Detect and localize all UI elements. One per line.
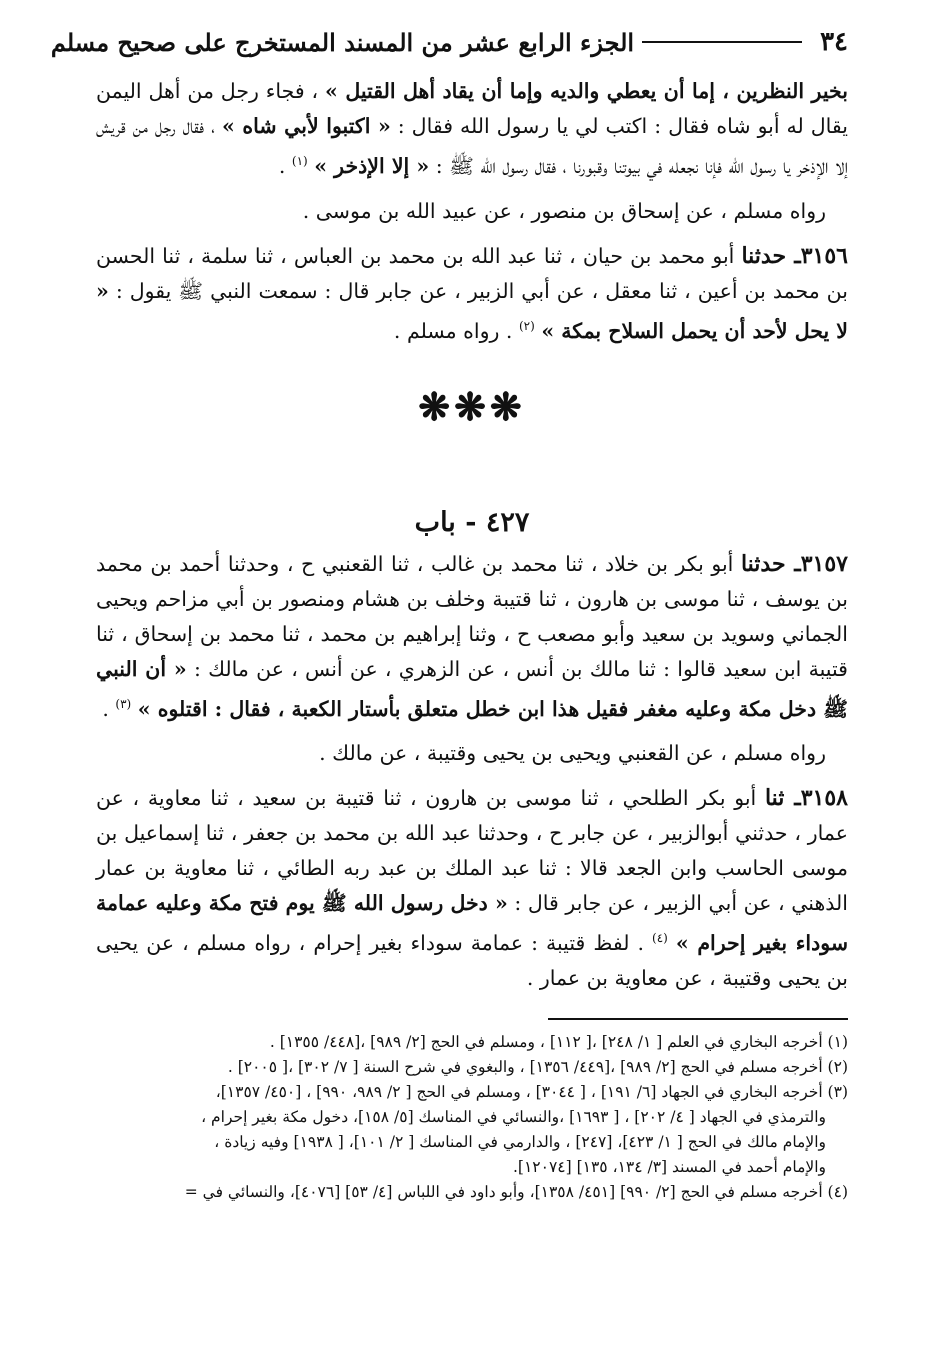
footnote-4: (٤) أخرجه مسلم في الحج [٢/ ٩٩٠] [٤٥١/ ١٣٥٨]، وأبو داود في اللباس [٤/ ٥٣] [٤٠٧٦]، والنسائي في = (184, 1183, 848, 1202)
running-header (50, 20, 848, 64)
quote-text: « إلا الإذخر » (314, 153, 430, 178)
narration-text: ، فجاء رجل من أهل اليمن يقال له أبو شاه فقال : اكتب لي يا رسول الله فقال : (96, 79, 848, 138)
riwayah-text: رواه مسلم ، عن إسحاق بن منصور ، عن عبيد الله بن موسى . (302, 198, 826, 223)
paragraph-continuation (96, 74, 848, 184)
book-page (50, 20, 848, 1205)
page-number: ٣٤ (820, 27, 848, 57)
riwayah-note (96, 194, 848, 229)
matn-text: « دخل رسول الله ﷺ يوم فتح مكة وعليه عمامة سوداء بغير إحرام » (96, 891, 848, 956)
footnote-3-cont: والإمام أحمد في المسند [٣/ ١٣٤، ١٣٥] [١٢٠٧٤]. (513, 1158, 826, 1177)
riwayah-text: . رواه مسلم . (393, 318, 513, 343)
hadith-number: ٣١٥٦ـ حدثنا (741, 242, 848, 269)
riwayah-note (96, 736, 848, 771)
hadith-number: ٣١٥٨ـ ثنا (764, 785, 848, 812)
footnote-1: (١) أخرجه البخاري في العلم [ ١/ ٢٤٨] ،[ ١١٢] ، ومسلم في الحج [٢/ ٩٨٩] ،[٤٤٨/ ١٣٥٥] . (269, 1033, 848, 1052)
narration-text: ، فقال رجل من قريش إلا الإذخر يا رسول الله فإنا نجعله في بيوتنا وقبورنا ، فقال رسول الله ﷺ : (96, 114, 848, 178)
footnote-3: (٣) أخرجه البخاري في الجهاد [٦/ ١٩١] ، [ ٣٠٤٤] ، ومسلم في الحج [ ٢/ ٩٨٩، ٩٩٠] ، [٤٥٠/ ١٣٥٧]، (215, 1083, 848, 1102)
header-title: الجزء الرابع عشر من المسند المستخرج على صحيح مسلم (50, 27, 635, 57)
chapter-heading: ٤٢٧ - باب (414, 506, 530, 538)
hadith-number: ٣١٥٧ـ حدثنا (740, 550, 848, 577)
footnote-ref: (٤) (652, 931, 668, 946)
isnad-text: أبو محمد بن حيان ، ثنا عبد الله بن محمد بن العباس ، ثنا سلمة ، ثنا الحسن بن محمد بن أعين ، ثنا معقل ، عن أبي الزبير ، عن جابر قال : سمعت النبي ﷺ يقول : (96, 243, 848, 303)
footnotes (96, 1030, 848, 1205)
section-separator: ❋❋❋ (418, 383, 526, 429)
matn-text: « لا يحل لأحد أن يحمل السلاح بمكة » (96, 278, 848, 343)
hadith-3158 (96, 781, 848, 996)
riwayah-text: رواه مسلم ، عن القعنبي ويحيى بن يحيى وقتيبة ، عن مالك . (319, 741, 826, 766)
footnote-3-cont: والترمذي في الجهاد [ ٤/ ٢٠٢] ، [ ١٦٩٣] ،والنسائي في المناسك [٥/ ١٥٨]، دخول مكة بغير إحرام ، (201, 1108, 826, 1127)
header-rule (642, 41, 802, 43)
footnote-ref: (٣) (115, 696, 132, 711)
riwayah-text: . لفظ قتيبة : عمامة سوداء بغير إحرام ، رواه مسلم ، عن يحيى بن يحيى وقتيبة ، عن معاوية بن عمار . (96, 931, 848, 991)
footnote-3-cont: والإمام مالك في الحج [ ١/ ٤٢٣]، [٢٤٧] ، والدارمي في المناسك [ ٢/ ١٠١]، [ ١٩٣٨] وفيه زيادة ، (214, 1133, 826, 1152)
footnote-ref: (١) (291, 154, 308, 168)
footnote-2: (٢) أخرجه مسلم في الحج [٢/ ٩٨٩] ،[٤٤٩/ ١٣٥٦] ، والبغوي في شرح السنة [ ٧/ ٣٠٢] ،[ ٢٠٠٥] . (227, 1058, 848, 1077)
matn-text: « أن النبي ﷺ دخل مكة وعليه مغفر فقيل هذا ابن خطل متعلق بأستار الكعبة ، فقال : اقتلوه » (96, 656, 848, 721)
isnad-text: أبو بكر بن خلاد ، ثنا محمد بن غالب ، ثنا القعنبي ح ، وحدثنا أحمد بن محمد بن يوسف ، ثنا موسى بن هارون ، ثنا قتيبة وخلف بن هشام ومنصور بن أبي مزاحم ويحيى الجماني وسويد بن سعيد وأبو مصعب ح ، وثنا إبراهيم بن محمد ، ثنا محمد بن إسحاق ، ثنا قتيبة ابن سعيد قالوا : ثنا مالك بن أنس ، عن الزهري ، عن أنس ، عن مالك : (96, 551, 848, 681)
quote-text: « اكتبوا لأبي شاه » (222, 114, 391, 138)
period: . (102, 696, 109, 721)
footnote-rule (548, 1018, 848, 1020)
period: . (278, 153, 286, 178)
quote-text: بخير النظرين ، إما أن يعطي والديه وإما أن يقاد أهل القتيل » (325, 79, 848, 103)
footnote-ref: (٢) (518, 318, 535, 333)
hadith-3156 (96, 239, 848, 349)
isnad-text: أبو بكر الطلحي ، ثنا موسى بن هارون ، ثنا قتيبة بن سعيد ، ثنا معاوية ، عن عمار ، حدثني أبوالزبير ، عن جابر ح ، وحدثنا عبد الله بن محمد بن جعفر ، ثنا إسماعيل بن موسى الحاسب وابن الجعد قالا : ثنا عبد الملك بن عبد ربه الطائي ، ثنا معاوية بن عمار الذهني ، عن أبي الزبير ، عن جابر قال : (96, 786, 848, 916)
hadith-3157 (96, 547, 848, 727)
